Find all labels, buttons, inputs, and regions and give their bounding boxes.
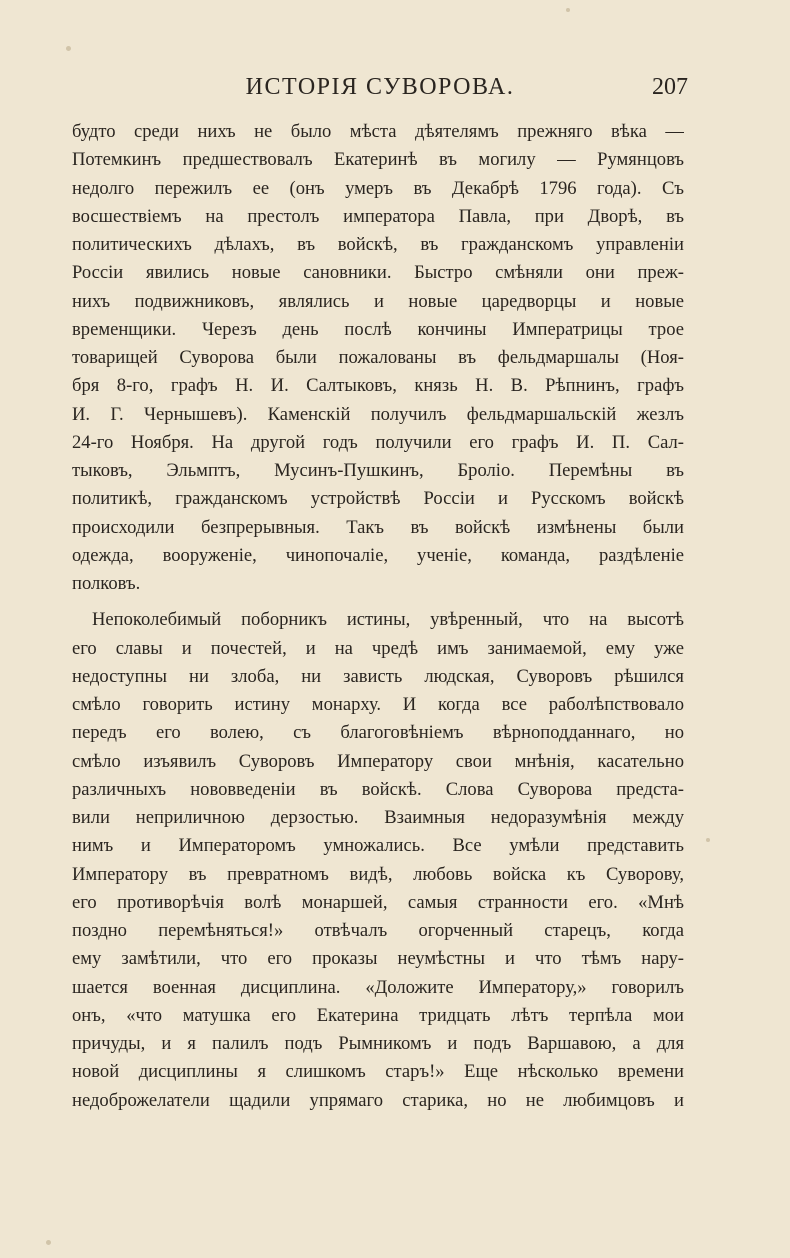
text-line: политикѣ, гражданскомъ устройствѣ Россіи и Русскомъ войскѣ xyxy=(72,488,684,510)
paper-speck xyxy=(46,1240,51,1245)
text-line: будто среди нихъ не было мѣста дѣятелямъ прежняго вѣка — xyxy=(72,121,684,142)
text-line: смѣло говорить истину монарху. И когда все раболѣпствовало xyxy=(72,694,684,715)
text-line: нимъ и Императоромъ умножались. Все умѣли представить xyxy=(72,835,684,857)
text-line: передъ его волею, съ благоговѣніемъ вѣрноподданнаго, но xyxy=(72,722,684,744)
paragraph-1 xyxy=(72,118,684,598)
body-text xyxy=(72,118,684,1115)
text-line: недоброжелатели щадили упрямаго старика, но не любимцовъ и xyxy=(72,1089,684,1111)
text-line: поздно перемѣняться!» отвѣчалъ огорченный старецъ, когда xyxy=(72,920,684,941)
text-line: вили неприличною дерзостью. Взаимныя недоразумѣнія между xyxy=(72,807,684,828)
page-number: 207 xyxy=(652,74,688,100)
text-line: новой дисциплины я слишкомъ старъ!» Еще нѣсколько времени xyxy=(72,1061,684,1083)
text-line: политическихъ дѣлахъ, въ войскѣ, въ гражданскомъ управленіи xyxy=(72,234,684,255)
paragraph-2 xyxy=(72,606,684,1115)
text-line: бря 8-го, графъ Н. И. Салтыковъ, князь Н. В. Рѣпнинъ, графъ xyxy=(72,375,684,397)
text-line: временщики. Черезъ день послѣ кончины Императрицы трое xyxy=(72,318,684,340)
text-line: недолго пережилъ ее (онъ умеръ въ Декабрѣ 1796 года). Съ xyxy=(72,177,684,199)
text-line: смѣло изъявилъ Суворовъ Императору свои мнѣнія, касательно xyxy=(72,750,684,772)
text-line: онъ, «что матушка его Екатерина тридцать лѣтъ терпѣла мои xyxy=(72,1004,684,1026)
page-header xyxy=(72,74,688,108)
paragraph-gap xyxy=(72,598,684,606)
text-line: восшествіемъ на престолъ императора Павла, при Дворѣ, въ xyxy=(72,205,684,227)
text-line: товарищей Суворова были пожалованы въ фельдмаршалы (Ноя- xyxy=(72,347,684,368)
text-line: И. Г. Чернышевъ). Каменскій получилъ фельдмаршальскій жезлъ xyxy=(72,403,684,425)
text-line: недоступны ни злоба, ни зависть людская, Суворовъ рѣшился xyxy=(72,665,684,687)
text-line: Императору въ превратномъ видѣ, любовь войска къ Суворову, xyxy=(72,863,684,885)
text-line: шается военная дисциплина. «Доложите Императору,» говорилъ xyxy=(72,976,684,998)
text-line: Непоколебимый поборникъ истины, увѣренный, что на высотѣ xyxy=(92,609,684,631)
text-line: его противорѣчія волѣ монаршей, самыя странности его. «Мнѣ xyxy=(72,891,684,913)
text-line: его славы и почестей, и на чредѣ имъ занимаемой, ему уже xyxy=(72,637,684,659)
text-line: различныхъ нововведеніи въ войскѣ. Слова Суворова предста- xyxy=(72,778,684,800)
text-line: полковъ. xyxy=(72,573,141,594)
text-line: 24-го Ноября. На другой годъ получили его графъ И. П. Сал- xyxy=(72,431,684,453)
text-line: Потемкинъ предшествовалъ Екатеринѣ въ могилу — Румянцовъ xyxy=(72,149,684,171)
text-line: нихъ подвижниковъ, являлись и новые царедворцы и новые xyxy=(72,290,684,312)
paper-speck xyxy=(66,46,71,51)
paper-speck xyxy=(566,8,570,12)
text-line: ему замѣтили, что его проказы неумѣстны и что тѣмъ нару- xyxy=(72,948,684,970)
text-line: одежда, вооруженіе, чинопочаліе, ученіе, команда, раздѣленіе xyxy=(72,544,684,566)
text-line: тыковъ, Эльмптъ, Мусинъ-Пушкинъ, Броліо. Перемѣны въ xyxy=(72,460,684,481)
text-line: происходили безпрерывныя. Такъ въ войскѣ измѣнены были xyxy=(72,516,684,538)
paper-speck xyxy=(706,838,710,842)
text-line: Россіи явились новые сановники. Быстро смѣняли они преж- xyxy=(72,262,684,284)
text-line: причуды, и я палилъ подъ Рымникомъ и подъ Варшавою, а для xyxy=(72,1033,684,1054)
running-title: ИСТОРІЯ СУВОРОВА. xyxy=(245,74,515,100)
